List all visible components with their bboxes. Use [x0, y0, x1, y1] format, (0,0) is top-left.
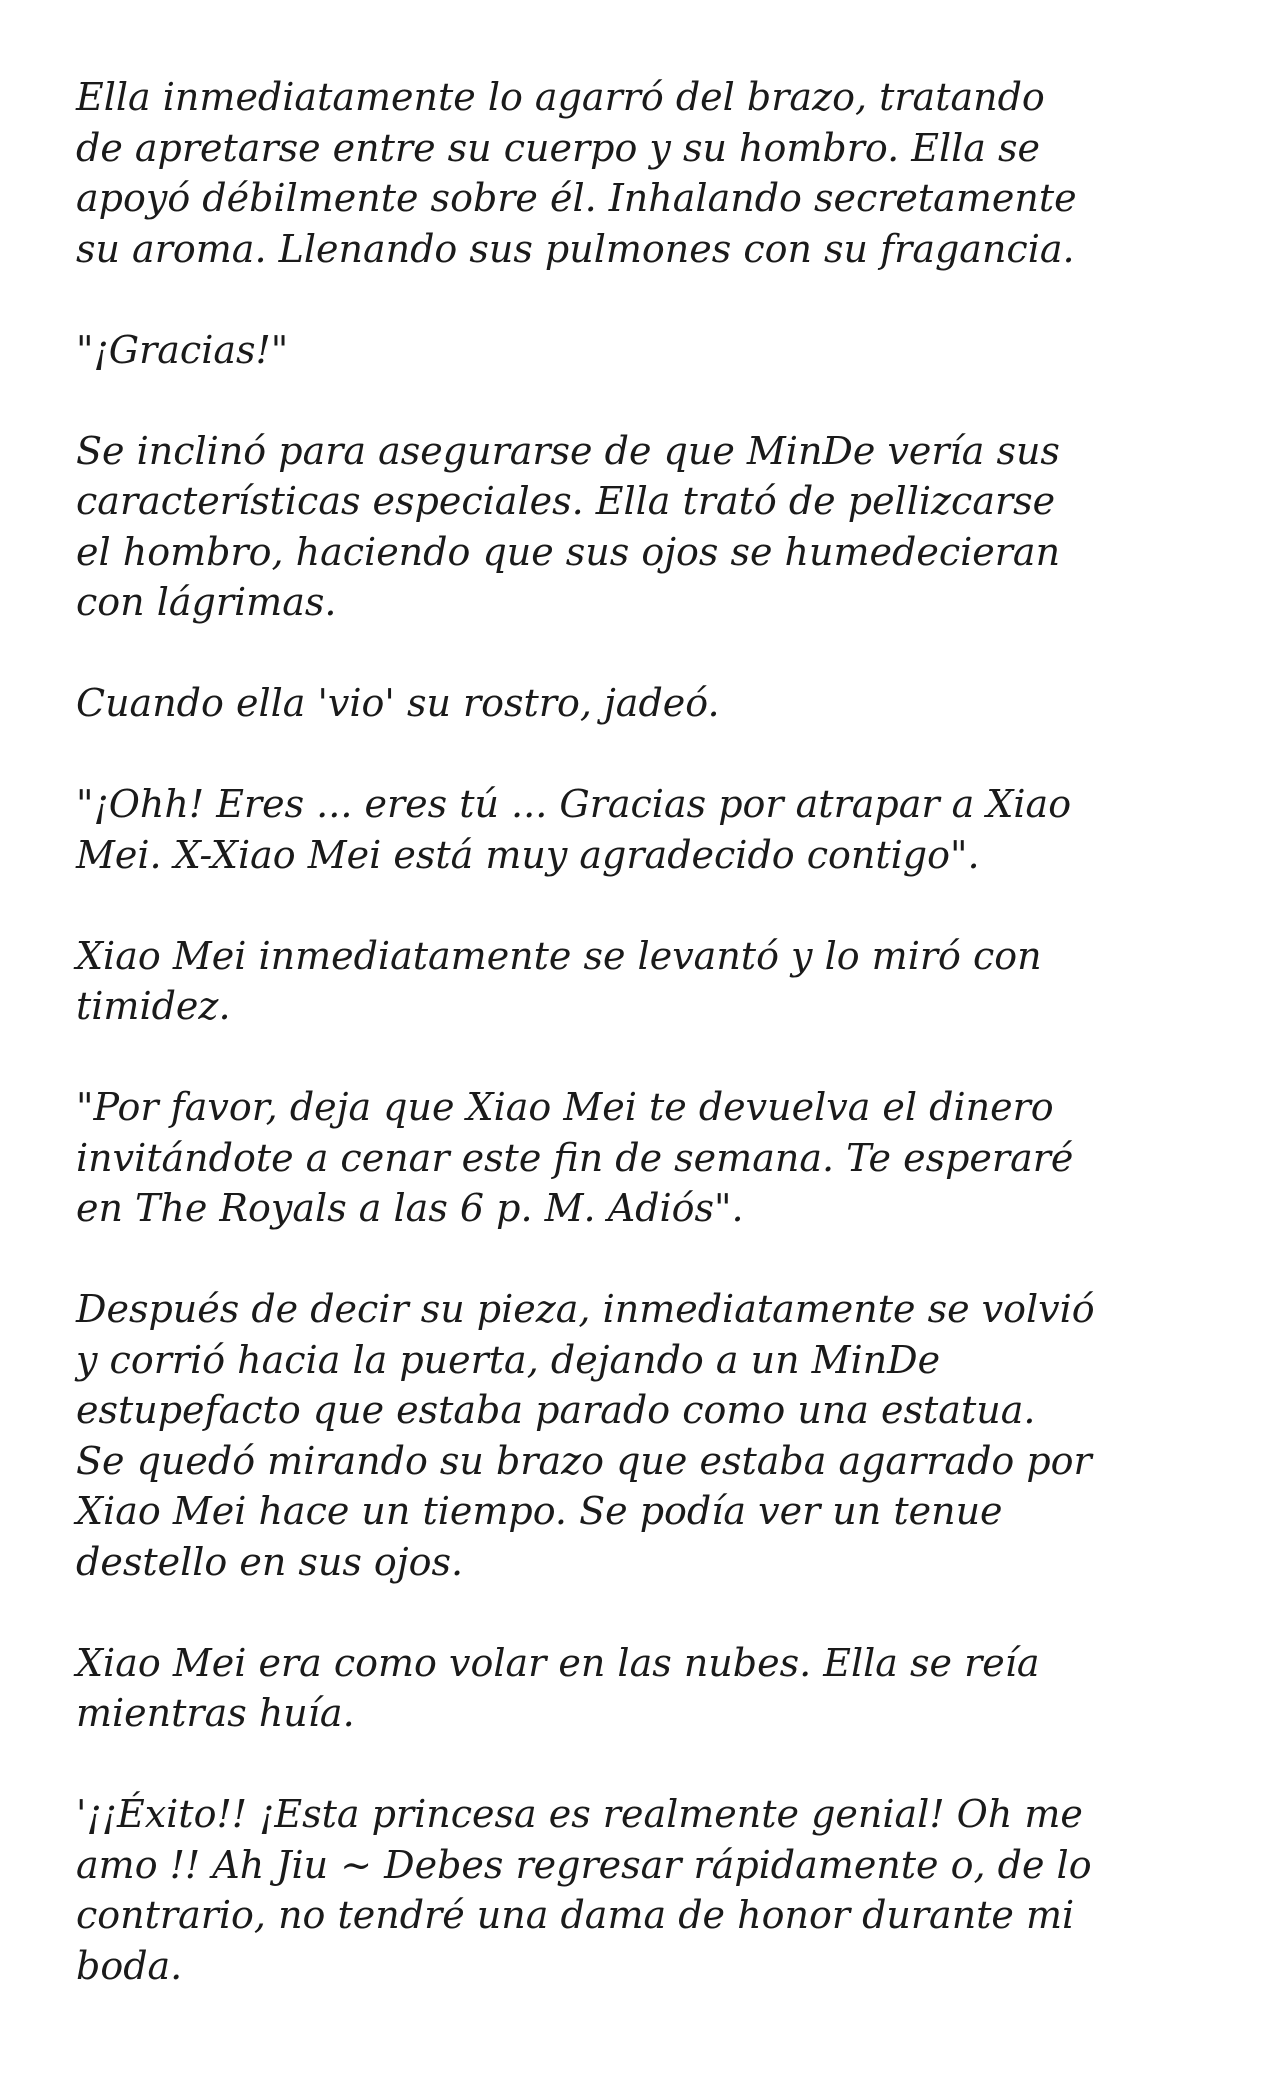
- document-page: [76, 72, 1226, 1991]
- paragraph: Xiao Mei era como volar en las nubes. Ella se reía mientras huía.: [76, 1640, 1040, 1735]
- paragraph: Xiao Mei inmediatamente se levantó y lo miró con timidez.: [76, 933, 1042, 1028]
- paragraph: Ella inmediatamente lo agarró del brazo, tratando de apretarse entre su cuerpo y su hombro. Ella se apoyó débilmente sobre él. Inhalando secretamente su aroma. Llenando sus pulmones con su fragancia.: [76, 75, 1077, 271]
- paragraph: "Por favor, deja que Xiao Mei te devuelva el dinero invitándote a cenar este fin de semana. Te esperaré en The Royals a las 6 p. M. Adiós".: [76, 1085, 1074, 1230]
- paragraph: '¡¡Éxito!! ¡Esta princesa es realmente genial! Oh me amo !! Ah Jiu ~ Debes regresar rápidamente o, de lo contrario, no tendré una dama de honor durante mi boda.: [76, 1792, 1092, 1988]
- paragraph: "¡Ohh! Eres ... eres tú ... Gracias por atrapar a Xiao Mei. X-Xiao Mei está muy agradecido contigo".: [76, 782, 1072, 877]
- paragraph: "¡Gracias!": [76, 327, 289, 372]
- paragraph: Se inclinó para asegurarse de que MinDe vería sus características especiales. Ella trató de pellizcarse el hombro, haciendo que sus ojos se humedecieran con lágrimas.: [76, 428, 1061, 624]
- paragraph: Cuando ella 'vio' su rostro, jadeó.: [76, 681, 720, 725]
- paragraph: Después de decir su pieza, inmediatamente se volvió y corrió hacia la puerta, dejando a un MinDe estupefacto que estaba parado como una estatua. Se quedó mirando su brazo que estaba agarrado por Xiao Mei hace un tiempo. Se podía ver un tenue destello en sus ojos.: [76, 1287, 1095, 1584]
